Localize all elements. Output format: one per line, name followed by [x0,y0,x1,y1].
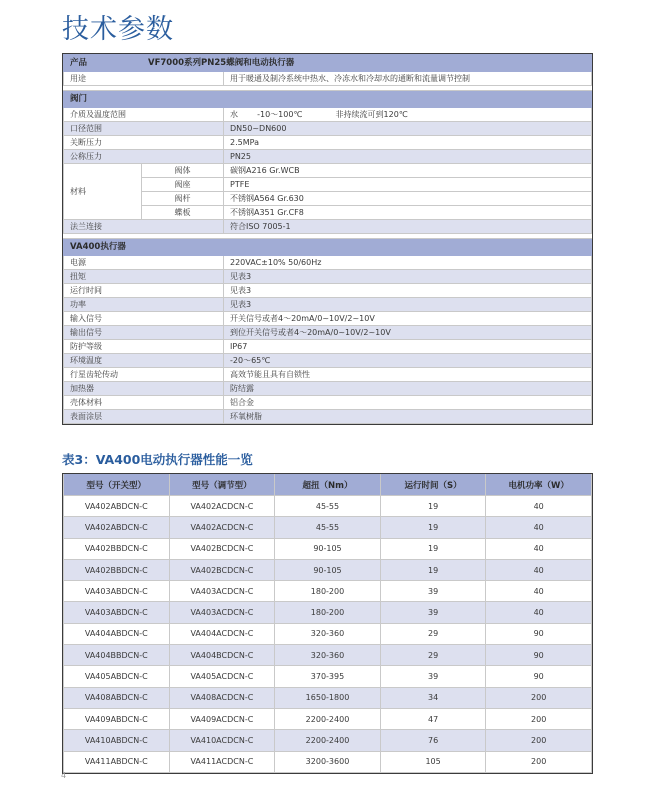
temperature-note: 非持续流可到120℃ [335,110,408,119]
motor-power-cell: 40 [486,559,592,580]
material-part: 蝶板 [142,206,224,220]
spec-row [64,270,592,284]
spec-value: 220VAC±10% 50/60Hz [224,256,592,270]
spec-row-flange [64,220,592,234]
run-time-cell: 19 [380,496,486,517]
spec-label: 输出信号 [64,326,224,340]
material-row [64,192,592,206]
motor-power-cell: 40 [486,538,592,559]
spec-value: 环氧树脂 [224,410,592,424]
torque-cell: 180-200 [275,581,381,602]
spec-row-product [64,55,592,72]
header-run-time: 运行时间（S） [380,474,486,496]
material-value: PTFE [224,178,592,192]
torque-cell: 2200-2400 [275,708,381,729]
switch-model-cell: VA410ABDCN-C [64,730,170,751]
spec-row [64,136,592,150]
valve-section-header [64,91,592,108]
spec-value: 到位开关信号或者4～20mA/0~10V/2~10V [224,326,592,340]
switch-model-cell: VA403ABDCN-C [64,602,170,623]
motor-power-cell: 90 [486,645,592,666]
spec-row [64,368,592,382]
product-value: VF7000系列PN25蝶阀和电动执行器 [142,55,592,72]
modulating-model-cell: VA402BCDCN-C [169,538,275,559]
spec-label: 壳体材料 [64,396,224,410]
spec-row [64,150,592,164]
modulating-model-cell: VA402ACDCN-C [169,496,275,517]
run-time-cell: 29 [380,645,486,666]
table-row [64,517,592,538]
spec-label: 环境温度 [64,354,224,368]
motor-power-cell: 200 [486,687,592,708]
spec-row [64,256,592,270]
material-part: 阀体 [142,164,224,178]
spec-label: 电源 [64,256,224,270]
spec-label: 介质及温度范围 [64,108,224,122]
spec-label: 行星齿轮传动 [64,368,224,382]
spec-label: 表面涂层 [64,410,224,424]
material-part: 阀杆 [142,192,224,206]
spec-row [64,326,592,340]
usage-value: 用于暖通及制冷系统中热水、冷冻水和冷却水的通断和流量调节控制 [224,72,592,86]
spec-value: 见表3 [224,270,592,284]
spec-value: IP67 [224,340,592,354]
spec-row-usage [64,72,592,86]
modulating-model-cell: VA408ACDCN-C [169,687,275,708]
flange-label: 法兰连接 [64,220,224,234]
switch-model-cell: VA404BBDCN-C [64,645,170,666]
material-value: 碳钢A216 Gr.WCB [224,164,592,178]
modulating-model-cell: VA409ACDCN-C [169,708,275,729]
torque-cell: 320-360 [275,645,381,666]
switch-model-cell: VA405ABDCN-C [64,666,170,687]
spec-row [64,122,592,136]
run-time-cell: 19 [380,517,486,538]
switch-model-cell: VA402ABDCN-C [64,517,170,538]
spec-row [64,340,592,354]
spec-value: 见表3 [224,284,592,298]
torque-cell: 90-105 [275,538,381,559]
switch-model-cell: VA402BBDCN-C [64,559,170,580]
motor-power-cell: 90 [486,666,592,687]
spec-label: 运行时间 [64,284,224,298]
torque-cell: 320-360 [275,623,381,644]
spec-value: PN25 [224,150,592,164]
spec-label: 关断压力 [64,136,224,150]
valve-section-title: 阀门 [64,91,592,108]
modulating-model-cell: VA405ACDCN-C [169,666,275,687]
spec-label: 输入信号 [64,312,224,326]
run-time-cell: 34 [380,687,486,708]
run-time-cell: 39 [380,666,486,687]
torque-cell: 1650-1800 [275,687,381,708]
spec-label: 口径范围 [64,122,224,136]
spec-label: 扭矩 [64,270,224,284]
motor-power-cell: 40 [486,602,592,623]
spec-row [64,354,592,368]
spec-row [64,284,592,298]
motor-power-cell: 90 [486,623,592,644]
table-row [64,751,592,772]
spec-row [64,382,592,396]
run-time-cell: 39 [380,602,486,623]
spec-value: 见表3 [224,298,592,312]
run-time-cell: 47 [380,708,486,729]
motor-power-cell: 40 [486,517,592,538]
switch-model-cell: VA404ABDCN-C [64,623,170,644]
spec-value: -20～65℃ [224,354,592,368]
product-label: 产品 [64,55,142,72]
table-row [64,623,592,644]
spec-table [62,53,593,425]
modulating-model-cell: VA404BCDCN-C [169,645,275,666]
torque-cell: 2200-2400 [275,730,381,751]
torque-cell: 3200-3600 [275,751,381,772]
run-time-cell: 105 [380,751,486,772]
run-time-cell: 39 [380,581,486,602]
table-row [64,666,592,687]
material-label: 材料 [64,164,142,220]
motor-power-cell: 40 [486,581,592,602]
table-row [64,645,592,666]
spec-label: 加热器 [64,382,224,396]
torque-cell: 90-105 [275,559,381,580]
spec-value: 2.5MPa [224,136,592,150]
header-switch-model: 型号（开关型） [64,474,170,496]
table-row [64,538,592,559]
spec-value: 铝合金 [224,396,592,410]
header-torque: 超扭（Nm） [275,474,381,496]
table3-title: 表3：VA400电动执行器性能一览 [62,452,253,467]
page-number: 4 [61,771,67,780]
switch-model-cell: VA402BBDCN-C [64,538,170,559]
run-time-cell: 29 [380,623,486,644]
spec-value: 开关信号或者4～20mA/0~10V/2~10V [224,312,592,326]
header-modulating-model: 型号（调节型） [169,474,275,496]
spec-row [64,298,592,312]
run-time-cell: 19 [380,538,486,559]
modulating-model-cell: VA402BCDCN-C [169,559,275,580]
motor-power-cell: 200 [486,708,592,729]
material-row [64,164,592,178]
switch-model-cell: VA411ABDCN-C [64,751,170,772]
torque-cell: 45-55 [275,496,381,517]
switch-model-cell: VA403ABDCN-C [64,581,170,602]
table-row [64,687,592,708]
page-title: 技术参数 [62,14,174,45]
torque-cell: 45-55 [275,517,381,538]
torque-cell: 180-200 [275,602,381,623]
spec-value: 高效节能且具有自锁性 [224,368,592,382]
table-row [64,559,592,580]
spec-value: DN50~DN600 [224,122,592,136]
temperature-range: -10～100℃ [257,110,303,119]
spec-value [224,108,592,122]
table-row [64,708,592,729]
flange-value: 符合ISO 7005-1 [224,220,592,234]
material-value: 不锈钢A564 Gr.630 [224,192,592,206]
actuator-section-title: VA400执行器 [64,239,592,256]
header-motor-power: 电机功率（W） [486,474,592,496]
spec-label: 防护等级 [64,340,224,354]
performance-table [62,473,593,774]
modulating-model-cell: VA410ACDCN-C [169,730,275,751]
table-row [64,730,592,751]
material-value: 不锈钢A351 Gr.CF8 [224,206,592,220]
actuator-section-header [64,239,592,256]
modulating-model-cell: VA403ACDCN-C [169,602,275,623]
modulating-model-cell: VA411ACDCN-C [169,751,275,772]
modulating-model-cell: VA402ACDCN-C [169,517,275,538]
torque-cell: 370-395 [275,666,381,687]
spec-label: 公称压力 [64,150,224,164]
switch-model-cell: VA408ABDCN-C [64,687,170,708]
spec-row [64,108,592,122]
motor-power-cell: 200 [486,751,592,772]
motor-power-cell: 200 [486,730,592,751]
spec-row [64,396,592,410]
run-time-cell: 19 [380,559,486,580]
spec-label: 功率 [64,298,224,312]
motor-power-cell: 40 [486,496,592,517]
medium-value: 水 [230,110,238,119]
run-time-cell: 76 [380,730,486,751]
material-part: 阀座 [142,178,224,192]
modulating-model-cell: VA403ACDCN-C [169,581,275,602]
performance-table-header [64,474,592,496]
table-row [64,581,592,602]
table-row [64,602,592,623]
spec-row [64,410,592,424]
table-row [64,496,592,517]
switch-model-cell: VA402ABDCN-C [64,496,170,517]
switch-model-cell: VA409ABDCN-C [64,708,170,729]
spec-value: 防结露 [224,382,592,396]
usage-label: 用途 [64,72,224,86]
spec-row [64,312,592,326]
material-row [64,206,592,220]
material-row [64,178,592,192]
modulating-model-cell: VA404ACDCN-C [169,623,275,644]
